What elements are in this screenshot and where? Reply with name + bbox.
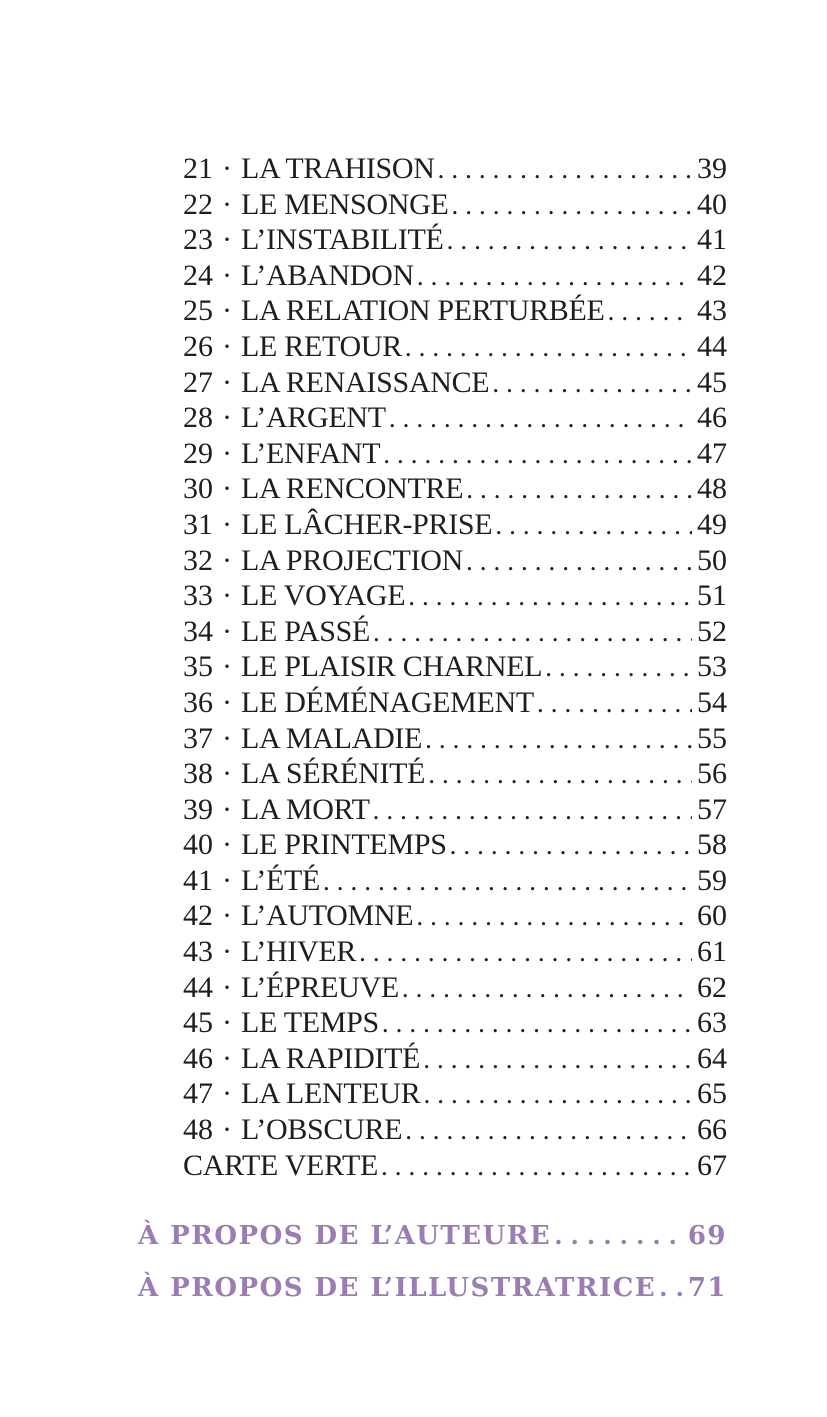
- dot-leader: [492, 365, 692, 402]
- chapter-number: 34: [183, 614, 213, 648]
- separator-dot: ·: [222, 187, 232, 221]
- chapter-title: LE PLAISIR CHARNEL: [241, 650, 543, 684]
- separator-dot: ·: [222, 365, 232, 399]
- chapter-title: LE VOYAGE: [241, 579, 406, 613]
- toc-entry[interactable]: [183, 365, 727, 401]
- chapter-title: LE RETOUR: [241, 329, 402, 363]
- page-number: 64: [697, 1041, 727, 1075]
- chapter-number: 33: [183, 579, 213, 613]
- chapter-title: LA RENAISSANCE: [241, 365, 490, 399]
- page-number: 53: [697, 650, 727, 684]
- dot-leader: [359, 934, 692, 971]
- dot-leader: [438, 151, 692, 188]
- dot-leader: [495, 507, 692, 544]
- dot-leader: [466, 471, 692, 508]
- dot-leader: [389, 400, 692, 437]
- chapter-title: LE MENSONGE: [241, 187, 449, 221]
- chapter-number: 28: [183, 401, 213, 435]
- page-number: 41: [697, 223, 727, 257]
- dot-leader: [450, 827, 692, 864]
- toc-entry[interactable]: [183, 685, 727, 721]
- separator-dot: ·: [222, 863, 232, 897]
- chapter-number: 46: [183, 1041, 213, 1075]
- dot-leader: [405, 329, 692, 366]
- toc-entry[interactable]: [183, 1148, 727, 1184]
- chapter-number: 43: [183, 935, 213, 969]
- dot-leader: [323, 863, 692, 900]
- dot-leader: [452, 187, 692, 224]
- chapter-title: LE TEMPS: [241, 1006, 379, 1040]
- page-number: 44: [697, 329, 727, 363]
- dot-leader: [405, 1112, 692, 1149]
- chapter-number: 22: [183, 187, 213, 221]
- dot-leader: [382, 1005, 692, 1042]
- chapter-title: LA TRAHISON: [241, 152, 435, 185]
- toc-about-entry[interactable]: [138, 1210, 727, 1262]
- chapter-title: L’ÉTÉ: [241, 863, 321, 897]
- toc-about-entry[interactable]: [138, 1262, 727, 1314]
- chapter-number: 38: [183, 757, 213, 791]
- page-number: 61: [697, 935, 727, 969]
- toc-entry[interactable]: [183, 543, 727, 579]
- dot-leader: [554, 1210, 683, 1262]
- chapter-number: 36: [183, 685, 213, 719]
- dot-leader: [537, 685, 692, 722]
- separator-dot: ·: [222, 935, 232, 969]
- page-number: 54: [697, 685, 727, 719]
- chapter-number: 47: [183, 1077, 213, 1111]
- dot-leader: [545, 649, 692, 686]
- chapter-number: 41: [183, 863, 213, 897]
- dot-leader: [383, 436, 692, 473]
- page-number: 50: [697, 543, 727, 577]
- separator-dot: ·: [222, 436, 232, 470]
- dot-leader: [659, 1262, 683, 1314]
- chapter-title: LA MALADIE: [241, 721, 423, 755]
- page-number: 42: [697, 258, 727, 292]
- chapter-title: L’ÉPREUVE: [241, 970, 399, 1004]
- dot-leader: [416, 898, 692, 935]
- separator-dot: ·: [222, 970, 232, 1004]
- page-number: 56: [697, 757, 727, 791]
- separator-dot: ·: [222, 1041, 232, 1075]
- page-number: 63: [697, 1006, 727, 1040]
- chapter-title: LE PASSÉ: [241, 614, 371, 648]
- chapter-number: 24: [183, 258, 213, 292]
- chapter-title: L’ABANDON: [241, 258, 414, 292]
- separator-dot: ·: [222, 1077, 232, 1111]
- page-number: 40: [697, 187, 727, 221]
- chapter-number: 45: [183, 1006, 213, 1040]
- chapter-number: 31: [183, 507, 213, 541]
- toc-entry[interactable]: [183, 436, 727, 472]
- separator-dot: ·: [222, 757, 232, 791]
- separator-dot: ·: [222, 1006, 232, 1040]
- separator-dot: ·: [222, 685, 232, 719]
- page-number: 65: [697, 1077, 727, 1111]
- toc-entry[interactable]: [183, 222, 727, 258]
- chapter-number: 44: [183, 970, 213, 1004]
- separator-dot: ·: [222, 721, 232, 755]
- page-number: 62: [697, 970, 727, 1004]
- separator-dot: ·: [222, 828, 232, 862]
- dot-leader: [381, 1148, 692, 1185]
- toc-entry[interactable]: [183, 578, 727, 614]
- toc-entry[interactable]: [183, 1041, 727, 1077]
- toc-entry[interactable]: [183, 329, 727, 365]
- chapter-number: 32: [183, 543, 213, 577]
- chapter-number: 23: [183, 223, 213, 257]
- chapter-number: 39: [183, 792, 213, 826]
- dot-leader: [373, 792, 692, 829]
- chapter-title: L’HIVER: [241, 935, 357, 969]
- toc-entry[interactable]: [183, 471, 727, 507]
- dot-leader: [423, 1041, 692, 1078]
- toc-entry[interactable]: [183, 507, 727, 543]
- dot-leader: [447, 222, 692, 259]
- separator-dot: ·: [222, 258, 232, 292]
- chapter-title: LA SÉRÉNITÉ: [241, 757, 426, 791]
- page-number: 48: [697, 472, 727, 506]
- chapter-title: L’ARGENT: [241, 401, 386, 435]
- page-number: 49: [697, 507, 727, 541]
- chapter-number: 29: [183, 436, 213, 470]
- toc-entry[interactable]: [183, 258, 727, 294]
- chapter-title: L’INSTABILITÉ: [241, 223, 444, 257]
- toc-entry[interactable]: [183, 792, 727, 828]
- toc-entry[interactable]: [183, 649, 727, 685]
- toc-entry[interactable]: [183, 293, 727, 329]
- about-title: À PROPOS DE L’AUTEURE: [138, 1221, 552, 1251]
- about-section: [138, 1210, 727, 1314]
- separator-dot: ·: [222, 614, 232, 648]
- toc-entry[interactable]: [183, 1112, 727, 1148]
- chapter-number: 26: [183, 329, 213, 363]
- page-number: 43: [697, 294, 727, 328]
- toc-entry[interactable]: [183, 827, 727, 863]
- separator-dot: ·: [222, 329, 232, 363]
- chapter-title: L’OBSCURE: [241, 1113, 403, 1147]
- separator-dot: ·: [222, 294, 232, 328]
- separator-dot: ·: [222, 543, 232, 577]
- chapter-title: LE PRINTEMPS: [241, 828, 447, 862]
- page-number: 39: [697, 152, 727, 185]
- chapter-number: 40: [183, 828, 213, 862]
- separator-dot: ·: [222, 472, 232, 506]
- toc-entry[interactable]: [183, 863, 727, 899]
- chapter-number: 21: [183, 152, 213, 185]
- chapter-number: 25: [183, 294, 213, 328]
- chapter-title: LE DÉMÉNAGEMENT: [241, 685, 534, 719]
- page-number: 59: [697, 863, 727, 897]
- page-number: 55: [697, 721, 727, 755]
- toc-entry[interactable]: [183, 151, 727, 187]
- chapter-list: [183, 151, 727, 1183]
- dot-leader: [402, 970, 692, 1007]
- separator-dot: ·: [222, 579, 232, 613]
- chapter-number: 35: [183, 650, 213, 684]
- chapter-title: L’AUTOMNE: [241, 899, 414, 933]
- chapter-title: LA PROJECTION: [241, 543, 463, 577]
- page-number: 66: [697, 1113, 727, 1147]
- chapter-title: LA LENTEUR: [241, 1077, 421, 1111]
- chapter-title: LA RAPIDITÉ: [241, 1041, 421, 1075]
- toc-entry[interactable]: [183, 187, 727, 223]
- chapter-number: 27: [183, 365, 213, 399]
- separator-dot: ·: [222, 152, 232, 185]
- chapter-title: LA MORT: [241, 792, 370, 826]
- page-number: 57: [697, 792, 727, 826]
- toc-entry[interactable]: [183, 721, 727, 757]
- chapter-title: LE LÂCHER-PRISE: [241, 507, 493, 541]
- toc-entry[interactable]: [183, 898, 727, 934]
- toc-entry[interactable]: [183, 400, 727, 436]
- about-title: À PROPOS DE L’ILLUSTRATRICE: [138, 1273, 657, 1303]
- dot-leader: [417, 258, 692, 295]
- chapter-number: 48: [183, 1113, 213, 1147]
- chapter-number: 37: [183, 721, 213, 755]
- page-number: 45: [697, 365, 727, 399]
- toc-entry[interactable]: [183, 756, 727, 792]
- chapter-title: LA RELATION PERTURBÉE: [241, 294, 605, 328]
- dot-leader: [428, 756, 692, 793]
- chapter-title: CARTE VERTE: [183, 1148, 379, 1182]
- chapter-number: 30: [183, 472, 213, 506]
- toc-entry[interactable]: [183, 1076, 727, 1112]
- dot-leader: [408, 578, 692, 615]
- separator-dot: ·: [222, 899, 232, 933]
- dot-leader: [608, 293, 692, 330]
- separator-dot: ·: [222, 223, 232, 257]
- chapter-number: 42: [183, 899, 213, 933]
- page-number: 67: [697, 1148, 727, 1182]
- page-number: 52: [697, 614, 727, 648]
- separator-dot: ·: [222, 792, 232, 826]
- page-number: 46: [697, 401, 727, 435]
- dot-leader: [425, 721, 692, 758]
- chapter-title: L’ENFANT: [241, 436, 381, 470]
- page-number: 58: [697, 828, 727, 862]
- separator-dot: ·: [222, 1113, 232, 1147]
- dot-leader: [466, 543, 692, 580]
- page-number: 51: [697, 579, 727, 613]
- page-number: 71: [687, 1273, 727, 1303]
- page-number: 47: [697, 436, 727, 470]
- separator-dot: ·: [222, 650, 232, 684]
- separator-dot: ·: [222, 401, 232, 435]
- page-number: 60: [697, 899, 727, 933]
- page-number: 69: [687, 1221, 727, 1251]
- toc-entry[interactable]: [183, 970, 727, 1006]
- chapter-title: LA RENCONTRE: [241, 472, 464, 506]
- toc-entry[interactable]: [183, 934, 727, 970]
- toc-entry[interactable]: [183, 614, 727, 650]
- separator-dot: ·: [222, 507, 232, 541]
- dot-leader: [423, 1076, 692, 1113]
- dot-leader: [373, 614, 692, 651]
- toc-entry[interactable]: [183, 1005, 727, 1041]
